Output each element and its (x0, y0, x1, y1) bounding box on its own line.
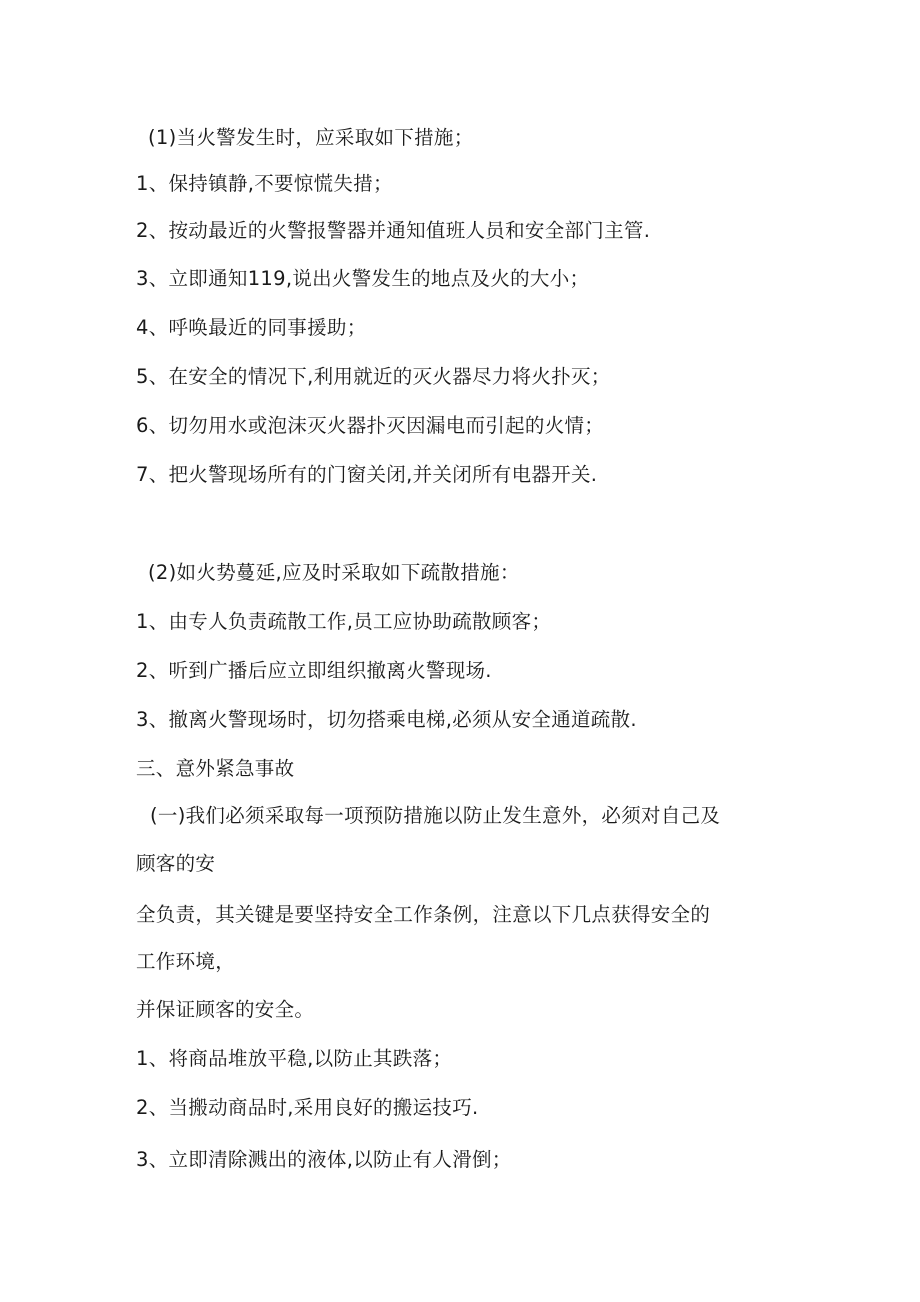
list-item: 4、呼唤最近的同事援助； (136, 316, 367, 339)
list-item: 3、撤离火警现场时，切勿搭乘电梯,必须从安全通道疏散. (136, 708, 637, 731)
list-item: 3、立即通知119,说出火警发生的地点及火的大小； (136, 267, 590, 290)
paragraph-line: 工作环境， (136, 950, 236, 973)
list-item: 1、保持镇静,不要惊慌失措； (136, 172, 393, 195)
list-item: 2、按动最近的火警报警器并通知值班人员和安全部门主管. (136, 219, 651, 242)
list-item: 1、由专人负责疏散工作,员工应协助疏散顾客； (136, 610, 552, 633)
list-item: 3、立即清除溅出的液体,以防止有人滑倒； (136, 1148, 512, 1171)
paragraph-line: 全负责，其关键是要坚持安全工作条例，注意以下几点获得安全的 (136, 903, 711, 926)
list-item: 2、当搬动商品时,采用良好的搬运技巧. (136, 1096, 479, 1119)
section-heading-fire-measures: (1)当火警发生时，应采取如下措施； (148, 126, 474, 149)
paragraph-line: (一)我们必须采取每一项预防措施以防止发生意外，必须对自己及 (150, 804, 721, 827)
list-item: 1、将商品堆放平稳,以防止其跌落； (136, 1047, 453, 1070)
list-item: 7、把火警现场所有的门窗关闭,并关闭所有电器开关. (136, 463, 598, 486)
section-heading-evacuation: (2)如火势蔓延,应及时采取如下疏散措施： (148, 561, 520, 584)
list-item: 5、在安全的情况下,利用就近的灭火器尽力将火扑灭； (136, 365, 611, 388)
paragraph-line: 顾客的安 (136, 852, 216, 875)
list-item: 2、听到广播后应立即组织撤离火警现场. (136, 659, 492, 682)
section-heading-accidents: 三、意外紧急事故 (136, 757, 295, 780)
list-item: 6、切勿用水或泡沫灭火器扑灭因漏电而引起的火情； (136, 414, 605, 437)
paragraph-line: 并保证顾客的安全。 (136, 998, 315, 1021)
